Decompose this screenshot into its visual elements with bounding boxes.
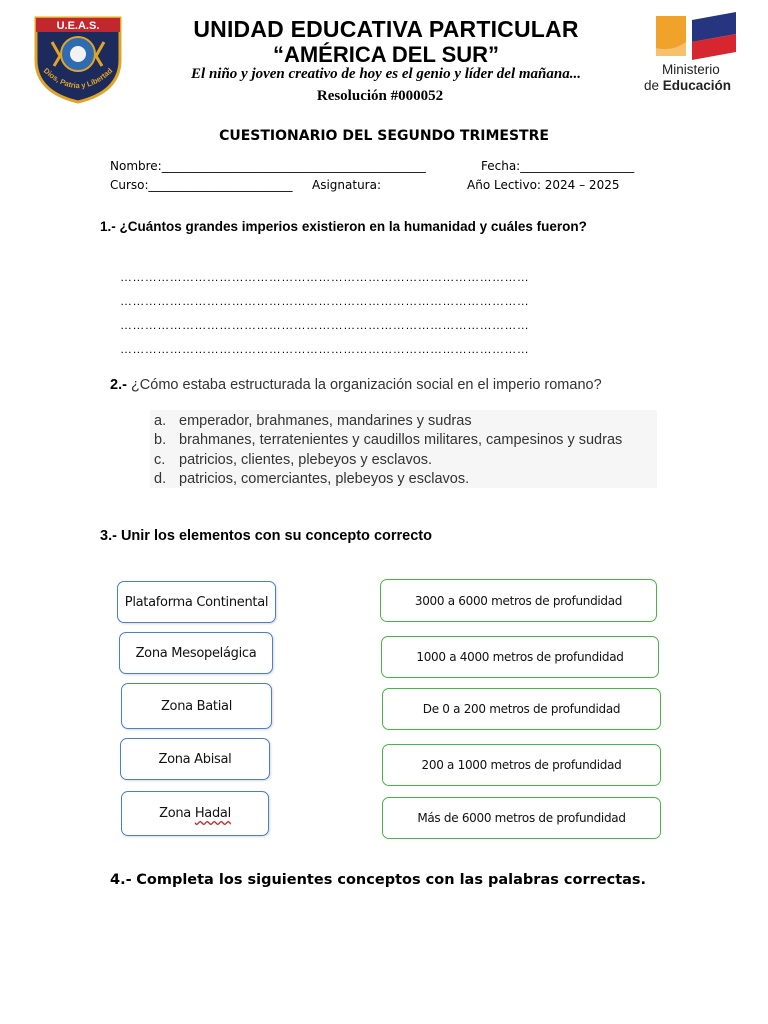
svg-text:de Educación	[644, 78, 731, 93]
question-3	[100, 528, 432, 544]
question-4-number: 4.-	[110, 872, 132, 888]
definition-box-mas-6000[interactable]	[382, 797, 661, 839]
concept-label: Zona	[159, 806, 191, 821]
concept-label: Zona Abisal	[158, 751, 232, 767]
option-d[interactable]	[154, 471, 469, 487]
definition-label: 3000 a 6000 metros de profundidad	[414, 593, 623, 608]
nombre-field[interactable]: Nombre:____________________________________________	[110, 159, 426, 173]
definition-label: Más de 6000 metros de profundidad	[417, 811, 626, 825]
concept-label: Zona Batial	[160, 698, 233, 714]
question-3-number: 3.-	[100, 528, 117, 544]
fecha-field[interactable]: Fecha:___________________	[481, 159, 635, 173]
option-text: patricios, clientes, plebeyos y esclavos.	[179, 452, 433, 468]
concept-box-zona-batial[interactable]	[121, 683, 272, 729]
option-letter: b.	[154, 432, 167, 448]
school-name-line2: “AMÉRICA DEL SUR”	[272, 42, 500, 67]
resolution-number: Resolución #000052	[316, 88, 444, 104]
definition-label: 200 a 1000 metros de profundidad	[421, 758, 622, 772]
option-c[interactable]	[154, 452, 432, 468]
crest-motto: Dios, Patria y Libertad	[41, 66, 115, 91]
option-letter: c.	[154, 452, 166, 468]
ministry-label-prefix: de	[644, 78, 663, 93]
asignatura-field[interactable]: Asignatura:	[312, 178, 382, 192]
option-text: emperador, brahmanes, mandarines y sudras	[179, 413, 472, 429]
definition-box-1000-4000[interactable]	[381, 636, 659, 678]
answer-line[interactable]: ………………………………………………………………………………………	[120, 270, 530, 284]
definition-box-0-200[interactable]	[382, 688, 661, 730]
concept-box-plataforma-continental[interactable]	[117, 581, 276, 623]
definition-label: De 0 a 200 metros de profundidad	[422, 702, 621, 716]
question-4-text: Completa los siguientes conceptos con las palabras correctas.	[136, 872, 647, 888]
school-motto: El niño y joven creativo de hoy es el genio y líder del mañana...	[191, 66, 581, 82]
answer-line[interactable]: ………………………………………………………………………………………	[120, 318, 530, 332]
option-text: brahmanes, terratenientes y caudillos militares, campesinos y sudras	[179, 432, 623, 448]
crest-abbreviation: U.E.A.S.	[56, 20, 100, 32]
ministerio-educacion-logo	[642, 12, 750, 94]
question-3-text: Unir los elementos con su concepto correcto	[120, 528, 432, 544]
school-name-line1: UNIDAD EDUCATIVA PARTICULAR	[193, 16, 579, 42]
concept-label-spellcheck: Hadal	[194, 806, 231, 821]
question-4	[110, 872, 646, 888]
concept-box-zona-hadal[interactable]	[121, 791, 269, 836]
document-title: CUESTIONARIO DEL SEGUNDO TRIMESTRE	[219, 128, 549, 144]
question-1-number: 1.-	[100, 219, 116, 234]
concept-label: Plataforma Continental	[124, 594, 269, 610]
question-1	[100, 219, 587, 234]
definition-box-200-1000[interactable]	[382, 744, 661, 786]
option-letter: a.	[154, 413, 167, 429]
ministry-label-line1: Ministerio	[662, 62, 720, 77]
question-1-text: ¿Cuántos grandes imperios existieron en la humanidad y cuáles fueron?	[119, 219, 587, 234]
option-letter: d.	[154, 471, 167, 487]
option-text: patricios, comerciantes, plebeyos y esclavos.	[179, 471, 470, 487]
answer-line[interactable]: ………………………………………………………………………………………	[120, 294, 530, 308]
concept-box-zona-abisal[interactable]	[120, 738, 270, 780]
concept-label: Zona Mesopelágica	[135, 645, 257, 661]
curso-field[interactable]: Curso:________________________	[110, 178, 293, 192]
ano-lectivo: Año Lectivo: 2024 – 2025	[467, 178, 620, 192]
answer-line[interactable]: ………………………………………………………………………………………	[120, 342, 530, 356]
definition-label: 1000 a 4000 metros de profundidad	[416, 650, 624, 664]
ministry-label-education: Educación	[662, 78, 732, 93]
concept-box-zona-mesopelagica[interactable]	[119, 632, 273, 674]
question-2-text: ¿Cómo estaba estructurada la organización social en el imperio romano?	[130, 377, 602, 393]
question-2	[110, 377, 602, 393]
option-b[interactable]	[154, 432, 622, 448]
option-a[interactable]	[154, 413, 472, 429]
question-2-number: 2.-	[110, 377, 127, 393]
definition-box-3000-6000[interactable]	[380, 579, 657, 622]
school-crest-logo	[30, 12, 126, 104]
